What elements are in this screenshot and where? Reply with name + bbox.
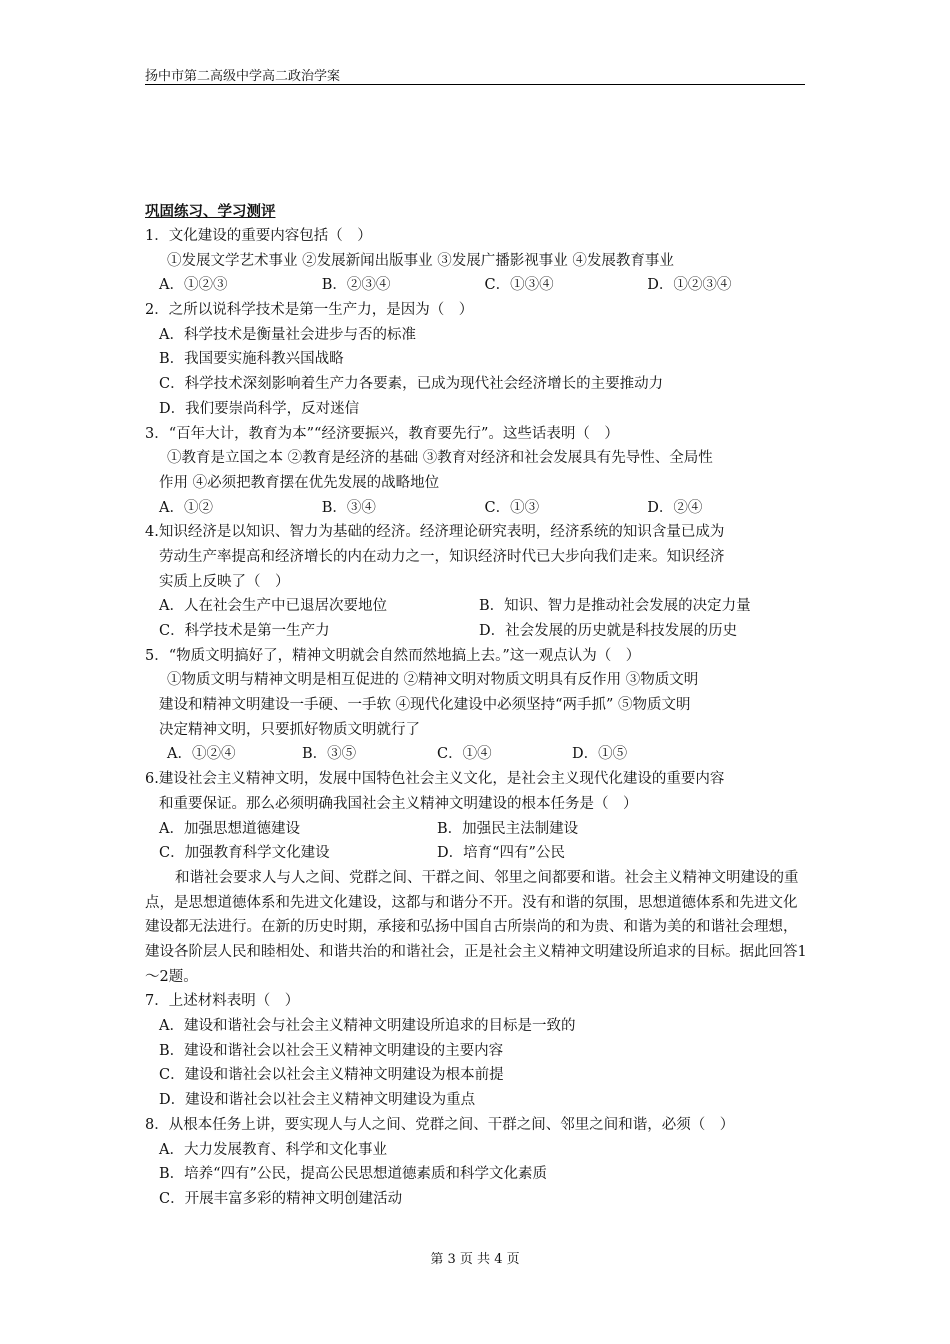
option-b: B．培养“四有”公民，提高公民思想道德素质和科学文化素质 <box>159 1166 547 1183</box>
option-b: B．②③④ <box>321 277 391 294</box>
question-5-items-line-2: 建设和精神文明建设一手硬、一手软 ④现代化建设中必须坚持“两手抓” ⑤物质文明 <box>159 697 691 714</box>
question-5-items-line-1: ①物质文明与精神文明是相互促进的 ②精神文明对物质文明具有反作用 ③物质文明 <box>167 672 699 689</box>
option-a: A．①②③ <box>159 277 228 294</box>
question-6-stem-line-1: 6.建设社会主义精神文明，发展中国特色社会主义文化，是社会主义现代化建设的重要内容 <box>145 771 725 788</box>
option-b: B．我国要实施科教兴国战略 <box>159 351 344 368</box>
option-b: B．③④ <box>321 499 376 516</box>
page-header <box>145 62 805 85</box>
question-1-stem: 1．文化建设的重要内容包括（ ） <box>145 228 372 244</box>
question-6-stem-line-2: 和重要保证。那么必须明确我国社会主义精神文明建设的根本任务是（ ） <box>159 795 638 812</box>
option-d: D．建设和谐社会以社会主义精神文明建设为重点 <box>159 1092 476 1109</box>
document-body <box>145 200 810 1212</box>
option-a: A．人在社会生产中已退居次要地位 <box>159 598 387 615</box>
option-d: D．②④ <box>647 499 703 516</box>
question-3-items-line-1: ①教育是立国之本 ②教育是经济的基础 ③教育对经济和社会发展具有先导性、全局性 <box>167 450 713 467</box>
question-5-options <box>145 742 810 767</box>
question-7-stem: 7．上述材料表明（ ） <box>145 993 300 1010</box>
option-c: C．①③④ <box>484 277 554 294</box>
option-d: D．①⑤ <box>572 746 628 763</box>
option-a: A．建设和谐社会与社会主义精神文明建设所追求的目标是一致的 <box>159 1018 576 1035</box>
question-5-stem: 5．“物质文明搞好了，精神文明就会自然而然地搞上去。”这一观点认为（ ） <box>145 647 641 664</box>
option-c: C．科学技术深刻影响着生产力各要素，已成为现代社会经济增长的主要推动力 <box>159 376 664 393</box>
question-3-options <box>145 496 810 521</box>
page-number: 第 3 页 共 4 页 <box>430 1252 520 1267</box>
question-2-stem: 2．之所以说科学技术是第一生产力，是因为（ ） <box>145 302 474 319</box>
option-a: A．①② <box>159 499 213 516</box>
option-c: C．加强教育科学文化建设 <box>159 845 330 862</box>
question-3-items-line-2: 作用 ④必须把教育摆在优先发展的战略地位 <box>159 474 440 491</box>
option-d: D．社会发展的历史就是科技发展的历史 <box>479 623 738 639</box>
header-school-title: 扬中市第二高级中学高二政治学案 <box>145 69 341 84</box>
option-a: A．①②④ <box>167 746 236 763</box>
option-a: A．大力发展教育、科学和文化事业 <box>159 1141 387 1158</box>
question-4-stem-line-3: 实质上反映了（ ） <box>159 573 290 590</box>
question-4-options-row-1 <box>145 594 810 619</box>
option-b: B．③⑤ <box>302 746 357 763</box>
option-c: C．①④ <box>437 746 492 763</box>
question-4-stem-line-2: 劳动生产率提高和经济增长的内在动力之一，知识经济时代已大步向我们走来。知识经济 <box>159 548 725 565</box>
option-c: C．建设和谐社会以社会主义精神文明建设为根本前提 <box>159 1067 504 1084</box>
option-c: C．科学技术是第一生产力 <box>159 623 330 639</box>
option-d: D．我们要崇尚科学，反对迷信 <box>159 400 360 417</box>
question-6-options-row-1 <box>145 817 810 842</box>
option-a: A．加强思想道德建设 <box>159 820 300 837</box>
question-6-options-row-2 <box>145 841 810 866</box>
question-8-stem: 8．从根本任务上讲，要实现人与人之间、党群之间、干群之间、邻里之间和谐，必须（ ） <box>145 1116 735 1133</box>
reading-material: 和谐社会要求人与人之间、党群之间、干群之间、邻里之间都要和谐。社会主义精神文明建设的重点，是思想道德体系和先进文化建设，这都与和谐分不开。没有和谐的氛围，思想道德体系和先进文化建设都无法进行。在新的历史时期，承接和弘扬中国自古所崇尚的和为贵、和谐为美的和谐社会理想，建设各阶层人民和睦相处、和谐共治的和谐社会，正是社会主义精神文明建设所追求的目标。据此回答1～2题。 <box>145 869 807 985</box>
question-3-stem: 3．“百年大计，教育为本”“经济要振兴，教育要先行”。这些话表明（ ） <box>145 425 619 442</box>
section-title: 巩固练习、学习测评 <box>145 203 276 220</box>
question-4-stem-line-1: 4.知识经济是以知识、智力为基础的经济。经济理论研究表明，经济系统的知识含量已成为 <box>145 524 725 541</box>
option-c: C．①③ <box>484 499 540 516</box>
question-5-items-line-3: 决定精神文明，只要抓好物质文明就行了 <box>159 721 420 738</box>
option-d: D．培育“四有”公民 <box>437 845 565 862</box>
option-b: B．加强民主法制建设 <box>437 820 579 837</box>
option-d: D．①②③④ <box>647 277 732 294</box>
question-1-options <box>145 273 810 298</box>
option-c: C．开展丰富多彩的精神文明创建活动 <box>159 1190 403 1207</box>
option-b: B．建设和谐社会以社会王义精神文明建设的主要内容 <box>159 1042 504 1059</box>
question-4-options-row-2 <box>145 619 810 644</box>
option-b: B．知识、智力是推动社会发展的决定力量 <box>479 598 751 615</box>
question-1-items: ①发展文学艺术事业 ②发展新闻出版事业 ③发展广播影视事业 ④发展教育事业 <box>167 252 674 269</box>
option-a: A．科学技术是衡量社会进步与否的标准 <box>159 326 416 343</box>
